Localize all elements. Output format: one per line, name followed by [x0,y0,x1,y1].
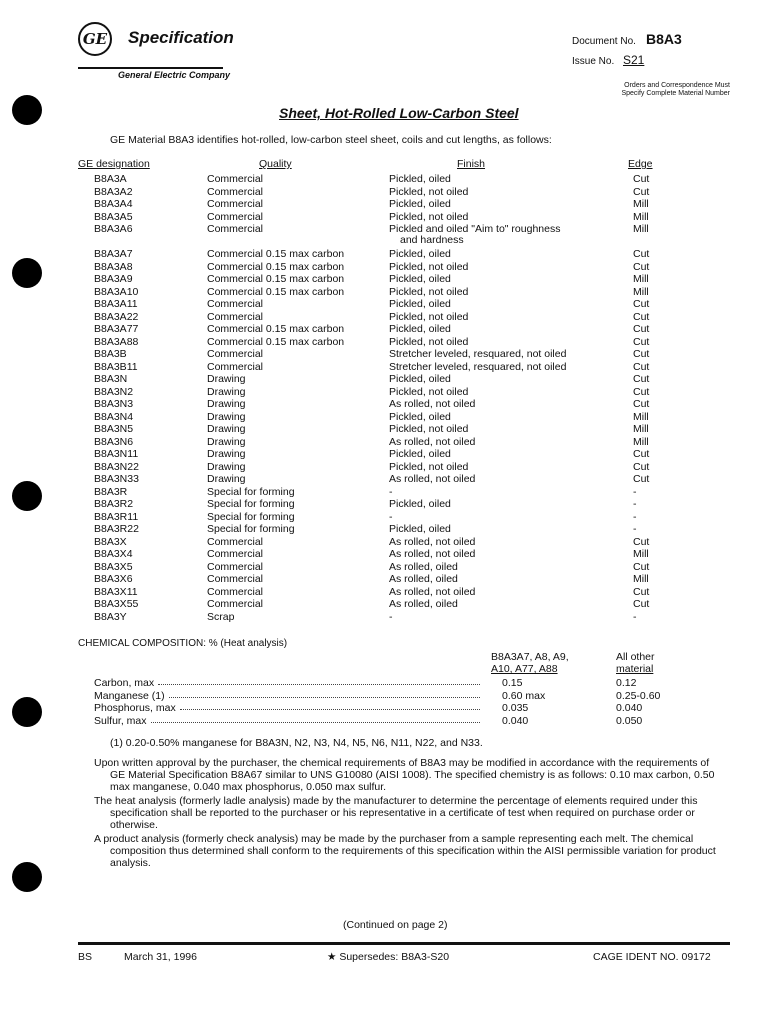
designation-cell: B8A3N [94,373,128,385]
finish-cell: Stretcher leveled, resquared, not oiled [389,348,567,360]
quality-cell: Commercial [207,585,264,598]
table-row [0,436,768,448]
finish-cell: Pickled, oiled [389,410,451,423]
issue-no-label: Issue No. [572,56,615,67]
footer-initials: BS [78,951,93,963]
leader-dots [169,697,480,698]
quality-cell: Commercial [207,360,264,373]
orders-note [584,82,730,98]
quality-cell: Commercial 0.15 max carbon [207,323,345,335]
edge-cell: Mill [633,423,649,435]
designation-cell: B8A3A6 [94,223,133,235]
quality-cell: Commercial [207,173,264,185]
finish-cell: Pickled, not oiled [389,260,469,273]
edge-cell: Cut [633,260,650,273]
paragraph-heat-analysis: The heat analysis (formerly ladle analysis) made by the manufacturer to determine the percentage of elements required under this specification shall be reported to the purchaser or his representative in a certificate of test when required on purchase order or otherwise. [94,795,698,831]
value-other: 0.12 [616,677,637,689]
designation-cell: B8A3R11 [94,510,139,523]
table-row [0,186,768,198]
table-row [0,598,768,610]
designation-cell: B8A3Y [94,610,127,623]
finish-cell: Pickled, oiled [389,498,451,510]
chem-row [0,677,768,689]
edge-cell: Mill [633,223,649,235]
quality-cell: Commercial [207,223,264,235]
quality-cell: Scrap [207,610,235,623]
edge-cell: Mill [633,198,649,210]
quality-cell: Drawing [207,373,246,385]
value-group-a: 0.15 [502,677,523,689]
finish-cell: As rolled, oiled [389,573,458,585]
table-row [0,398,768,410]
element-name: Carbon, max [94,677,155,689]
table-row [0,573,768,585]
finish-cell: Pickled, oiled [389,448,451,460]
finish-cell: Pickled, oiled [389,248,451,260]
designation-cell: B8A3X4 [94,548,133,560]
table-row [0,373,768,385]
edge-cell: Mill [633,435,649,448]
chemical-note: (1) 0.20-0.50% manganese for B8A3N, N2, N3, N4, N5, N6, N11, N22, and N33. [110,737,483,749]
quality-cell: Commercial 0.15 max carbon [207,273,345,285]
quality-cell: Commercial [207,185,264,198]
designation-cell: B8A3N4 [94,410,134,423]
finish-cell: As rolled, not oiled [389,585,476,598]
footer-cage-ident: CAGE IDENT NO. 09172 [593,951,711,963]
footer-date: March 31, 1996 [124,951,197,963]
finish-cell: Pickled, oiled [389,273,451,285]
designation-cell: B8A3X11 [94,585,138,598]
orders-note-line2: Specify Complete Material Number [621,90,730,97]
edge-cell: - [633,610,637,623]
designation-cell: B8A3A8 [94,260,133,273]
edge-cell: - [633,485,637,498]
designation-cell: B8A3N2 [94,385,134,398]
table-row [0,498,768,510]
finish-cell: As rolled, not oiled [389,535,476,548]
table-row [0,536,768,548]
quality-cell: Commercial 0.15 max carbon [207,248,345,260]
table-row [0,386,768,398]
designation-cell: B8A3B [94,348,127,360]
edge-cell: Mill [633,210,649,223]
edge-cell: Cut [633,385,650,398]
spec-title: Specification [128,28,234,47]
finish-cell: As rolled, not oiled [389,398,476,410]
edge-cell: Cut [633,323,650,335]
table-row [0,461,768,473]
col-header-quality: Quality [259,158,292,170]
element-name: Manganese (1) [94,689,165,702]
designation-cell: B8A3N6 [94,435,134,448]
finish-cell: Pickled, not oiled [389,310,469,323]
quality-cell: Drawing [207,435,246,448]
edge-cell: - [633,523,637,535]
finish-cell: Pickled, not oiled [389,185,469,198]
finish-cell: - [389,610,393,623]
designation-cell: B8A3N33 [94,473,139,485]
chem-row [0,702,768,714]
quality-cell: Commercial [207,573,264,585]
edge-cell: Mill [633,548,649,560]
designation-cell: B8A3A2 [94,185,133,198]
table-row [0,586,768,598]
table-row [0,298,768,310]
element-name: Sulfur, max [94,714,147,727]
quality-cell: Drawing [207,448,246,460]
quality-cell: Commercial [207,535,264,548]
finish-cell: Pickled, oiled [389,373,451,385]
designation-cell: B8A3N5 [94,423,134,435]
designation-cell: B8A3A9 [94,273,133,285]
quality-cell: Commercial [207,210,264,223]
company-name: General Electric Company [118,70,231,80]
logo-text: GE [82,30,108,48]
table-row [0,261,768,273]
leader-dots [180,709,480,710]
value-group-a: 0.035 [502,702,529,714]
edge-cell: Cut [633,398,650,410]
edge-cell: Cut [633,348,650,360]
edge-cell: Cut [633,373,650,385]
header-rule [78,67,223,69]
table-row [0,248,768,260]
edge-cell: Cut [633,448,650,460]
quality-cell: Drawing [207,398,246,410]
quality-cell: Commercial [207,598,264,610]
designation-cell: B8A3A22 [94,310,139,323]
table-row [0,611,768,623]
intro-text: GE Material B8A3 identifies hot-rolled, low-carbon steel sheet, coils and cut lengths, as follows: [110,134,552,146]
table-row [0,211,768,223]
table-row [0,448,768,460]
quality-cell: Commercial [207,198,264,210]
continued-note: (Continued on page 2) [343,919,448,931]
chem-col2-header-line1: All other [616,651,655,663]
edge-cell: Cut [633,473,650,485]
finish-cell: Pickled, oiled [389,523,451,535]
element-name: Phosphorus, max [94,702,176,714]
finish-cell: Stretcher leveled, resquared, not oiled [389,360,567,373]
edge-cell: Cut [633,298,650,310]
col-header-edge: Edge [628,158,653,170]
designation-cell: B8A3A4 [94,198,133,210]
finish-cell: - [389,510,393,523]
leader-dots [158,684,480,685]
chem-col1-header-line1: B8A3A7, A8, A9, [491,651,569,663]
chem-row [0,715,768,727]
designation-cell: B8A3N22 [94,460,139,473]
quality-cell: Commercial 0.15 max carbon [207,285,345,298]
footer-supersedes: ★ Supersedes: B8A3-S20 [327,951,450,963]
document-title: Sheet, Hot-Rolled Low-Carbon Steel [279,105,519,121]
table-row [0,361,768,373]
col-header-designation: GE designation [78,158,150,170]
edge-cell: Mill [633,273,649,285]
designation-cell: B8A3X6 [94,573,133,585]
table-row [0,323,768,335]
table-row [0,561,768,573]
table-row [0,473,768,485]
designation-cell: B8A3X5 [94,560,133,573]
edge-cell: Cut [633,335,650,348]
edge-cell: Cut [633,185,650,198]
chem-col2-header-line2: material [616,663,654,675]
edge-cell: Cut [633,360,650,373]
finish-cell-continued: and hardness [400,234,464,246]
punch-hole [12,95,42,125]
table-row [0,411,768,423]
table-row [0,311,768,323]
finish-cell: As rolled, not oiled [389,548,476,560]
finish-cell: Pickled, oiled [389,298,451,310]
finish-cell: - [389,485,393,498]
footer-rule [78,942,730,945]
table-row [0,486,768,498]
table-row [0,348,768,360]
finish-cell: Pickled, oiled [389,323,451,335]
quality-cell: Drawing [207,473,246,485]
quality-cell: Commercial [207,298,264,310]
edge-cell: Cut [633,585,650,598]
edge-cell: Cut [633,598,650,610]
col-header-finish: Finish [457,158,486,170]
finish-cell: Pickled, not oiled [389,335,469,348]
finish-cell: As rolled, oiled [389,598,458,610]
quality-cell: Commercial 0.15 max carbon [207,335,345,348]
designation-cell: B8A3A77 [94,323,139,335]
quality-cell: Drawing [207,423,246,435]
finish-cell: Pickled, not oiled [389,285,469,298]
quality-cell: Special for forming [207,510,295,523]
table-row [0,423,768,435]
edge-cell: Mill [633,573,649,585]
table-row [0,336,768,348]
designation-cell: B8A3A5 [94,210,133,223]
finish-cell: As rolled, not oiled [389,435,476,448]
chem-col1-header [491,651,569,675]
quality-cell: Special for forming [207,485,295,498]
document-no: B8A3 [646,31,682,47]
quality-cell: Commercial [207,310,264,323]
table-row [0,286,768,298]
finish-cell: As rolled, not oiled [389,473,476,485]
quality-cell: Commercial 0.15 max carbon [207,260,345,273]
designation-cell: B8A3A [94,173,127,185]
table-row [0,223,768,246]
table-row [0,523,768,535]
chemical-title: CHEMICAL COMPOSITION: % (Heat analysis) [78,638,288,649]
quality-cell: Commercial [207,548,264,560]
designation-cell: B8A3N3 [94,398,134,410]
finish-cell: Pickled, not oiled [389,210,469,223]
document-no-label: Document No. [572,36,636,47]
edge-cell: Cut [633,248,650,260]
issue-no: S21 [623,53,645,67]
value-other: 0.25-0.60 [616,689,661,702]
table-row [0,548,768,560]
punch-hole [12,862,42,892]
paragraph-product-analysis: A product analysis (formerly check analysis) may be made by the purchaser from a sample representing each melt. The chemical composition thus determined shall conform to the requirements of this specification within the AISI permissible variation for product analysis. [94,833,716,869]
designation-cell: B8A3A10 [94,285,139,298]
designation-cell: B8A3A11 [94,298,138,310]
value-group-a: 0.040 [502,714,529,727]
ge-logo [78,22,112,56]
finish-cell: Pickled, not oiled [389,385,469,398]
chem-col1-header-line2: A10, A77, A88 [491,663,558,675]
chem-col2-header [616,651,655,675]
table-row [0,173,768,185]
value-other: 0.050 [616,714,643,727]
edge-cell: - [633,498,637,510]
edge-cell: Cut [633,535,650,548]
finish-cell: As rolled, oiled [389,560,458,573]
quality-cell: Drawing [207,385,246,398]
quality-cell: Commercial [207,348,264,360]
designation-cell: B8A3X55 [94,598,139,610]
edge-cell: Mill [633,410,649,423]
finish-cell: Pickled and oiled "Aim to" roughness [389,223,561,235]
designation-cell: B8A3B11 [94,360,138,373]
designation-cell: B8A3A7 [94,248,133,260]
finish-cell: Pickled, not oiled [389,460,469,473]
edge-cell: Mill [633,285,649,298]
quality-cell: Special for forming [207,498,295,510]
value-other: 0.040 [616,702,643,714]
designation-cell: B8A3A88 [94,335,139,348]
quality-cell: Drawing [207,460,246,473]
finish-cell: Pickled, not oiled [389,423,469,435]
edge-cell: Cut [633,460,650,473]
leader-dots [151,722,480,723]
designation-cell: B8A3R [94,485,128,498]
quality-cell: Commercial [207,560,264,573]
table-row [0,198,768,210]
quality-cell: Drawing [207,410,246,423]
designation-cell: B8A3N11 [94,448,139,460]
designation-cell: B8A3R22 [94,523,139,535]
designation-cell: B8A3X [94,535,127,548]
finish-cell: Pickled, oiled [389,173,451,185]
finish-cell: Pickled, oiled [389,198,451,210]
value-group-a: 0.60 max [502,689,546,702]
edge-cell: Cut [633,560,650,573]
chem-row [0,690,768,702]
quality-cell: Special for forming [207,523,295,535]
edge-cell: Cut [633,173,650,185]
table-row [0,273,768,285]
designation-cell: B8A3R2 [94,498,134,510]
paragraph-modification: Upon written approval by the purchaser, the chemical requirements of B8A3 may be modified in accordance with the requirements of GE Material Specification B8A67 similar to UNS G10080 (AISI 1008). The specified chemistry is as follows: 0.10 max carbon, 0.50 max manganese, 0.040 max phosphorus, 0.050 max sulfur. [94,757,715,793]
orders-note-line1: Orders and Correspondence Must [624,82,730,89]
table-row [0,511,768,523]
edge-cell: Cut [633,310,650,323]
edge-cell: - [633,510,637,523]
